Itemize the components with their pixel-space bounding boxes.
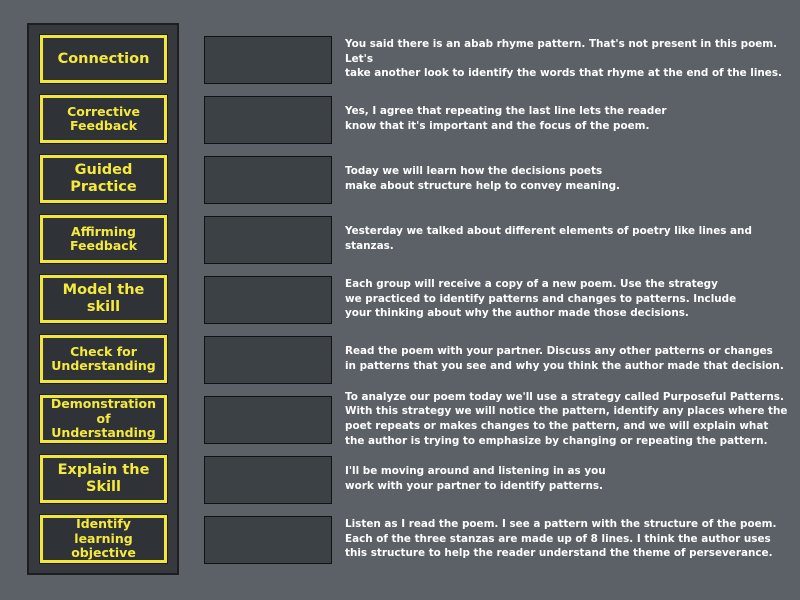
drop-slot-4[interactable]: [204, 216, 332, 264]
description-9: Listen as I read the poem. I see a pattern with the structure of the poem. Each of the three stanzas are made up of 8 lines. I think the author uses this structure to help the reader understand the theme of perseverance.: [345, 518, 777, 560]
drop-slot-6[interactable]: [204, 336, 332, 384]
description-1: You said there is an abab rhyme pattern. That's not present in this poem. Let's take another look to identify the words that rhyme at the end of the lines.: [345, 38, 782, 80]
tile-explain-the-skill[interactable]: Explain the Skill: [40, 455, 167, 503]
drop-slot-7[interactable]: [204, 396, 332, 444]
tile-identify-learning-objective[interactable]: Identify learning objective: [40, 515, 167, 563]
description-4: Yesterday we talked about different elements of poetry like lines and stanzas.: [345, 225, 752, 252]
description-6: Read the poem with your partner. Discuss any other patterns or changes in patterns that you see and why you think the author made that decision.: [345, 345, 784, 372]
drop-slot-2[interactable]: [204, 96, 332, 144]
tile-check-for-understanding[interactable]: Check for Understanding: [40, 335, 167, 383]
drop-slot-3[interactable]: [204, 156, 332, 204]
tile-corrective-feedback[interactable]: Corrective Feedback: [40, 95, 167, 143]
tile-connection[interactable]: Connection: [40, 35, 167, 83]
drop-slot-8[interactable]: [204, 456, 332, 504]
description-2: Yes, I agree that repeating the last line lets the reader know that it's important and the focus of the poem.: [345, 105, 667, 132]
tile-affirming-feedback[interactable]: Affirming Feedback: [40, 215, 167, 263]
description-3: Today we will learn how the decisions poets make about structure help to convey meaning.: [345, 165, 621, 192]
description-8: I'll be moving around and listening in as you work with your partner to identify patterns.: [345, 465, 606, 492]
description-7: To analyze our poem today we'll use a strategy called Purposeful Patterns. With this strategy we will notice the pattern, identify any places where the poet repeats or makes changes to the pattern, and we will explain what the author is trying to emphasize by changing or repeating the pattern.: [345, 390, 788, 447]
drop-slot-1[interactable]: [204, 36, 332, 84]
tile-model-the-skill[interactable]: Model the skill: [40, 275, 167, 323]
drop-slot-5[interactable]: [204, 276, 332, 324]
tile-demonstration-of-understanding[interactable]: Demonstration of Understanding: [40, 395, 167, 443]
tile-guided-practice[interactable]: Guided Practice: [40, 155, 167, 203]
drop-slot-9[interactable]: [204, 516, 332, 564]
description-5: Each group will receive a copy of a new poem. Use the strategy we practiced to identify patterns and changes to patterns. Include your thinking about why the author made those decisions.: [345, 278, 737, 320]
